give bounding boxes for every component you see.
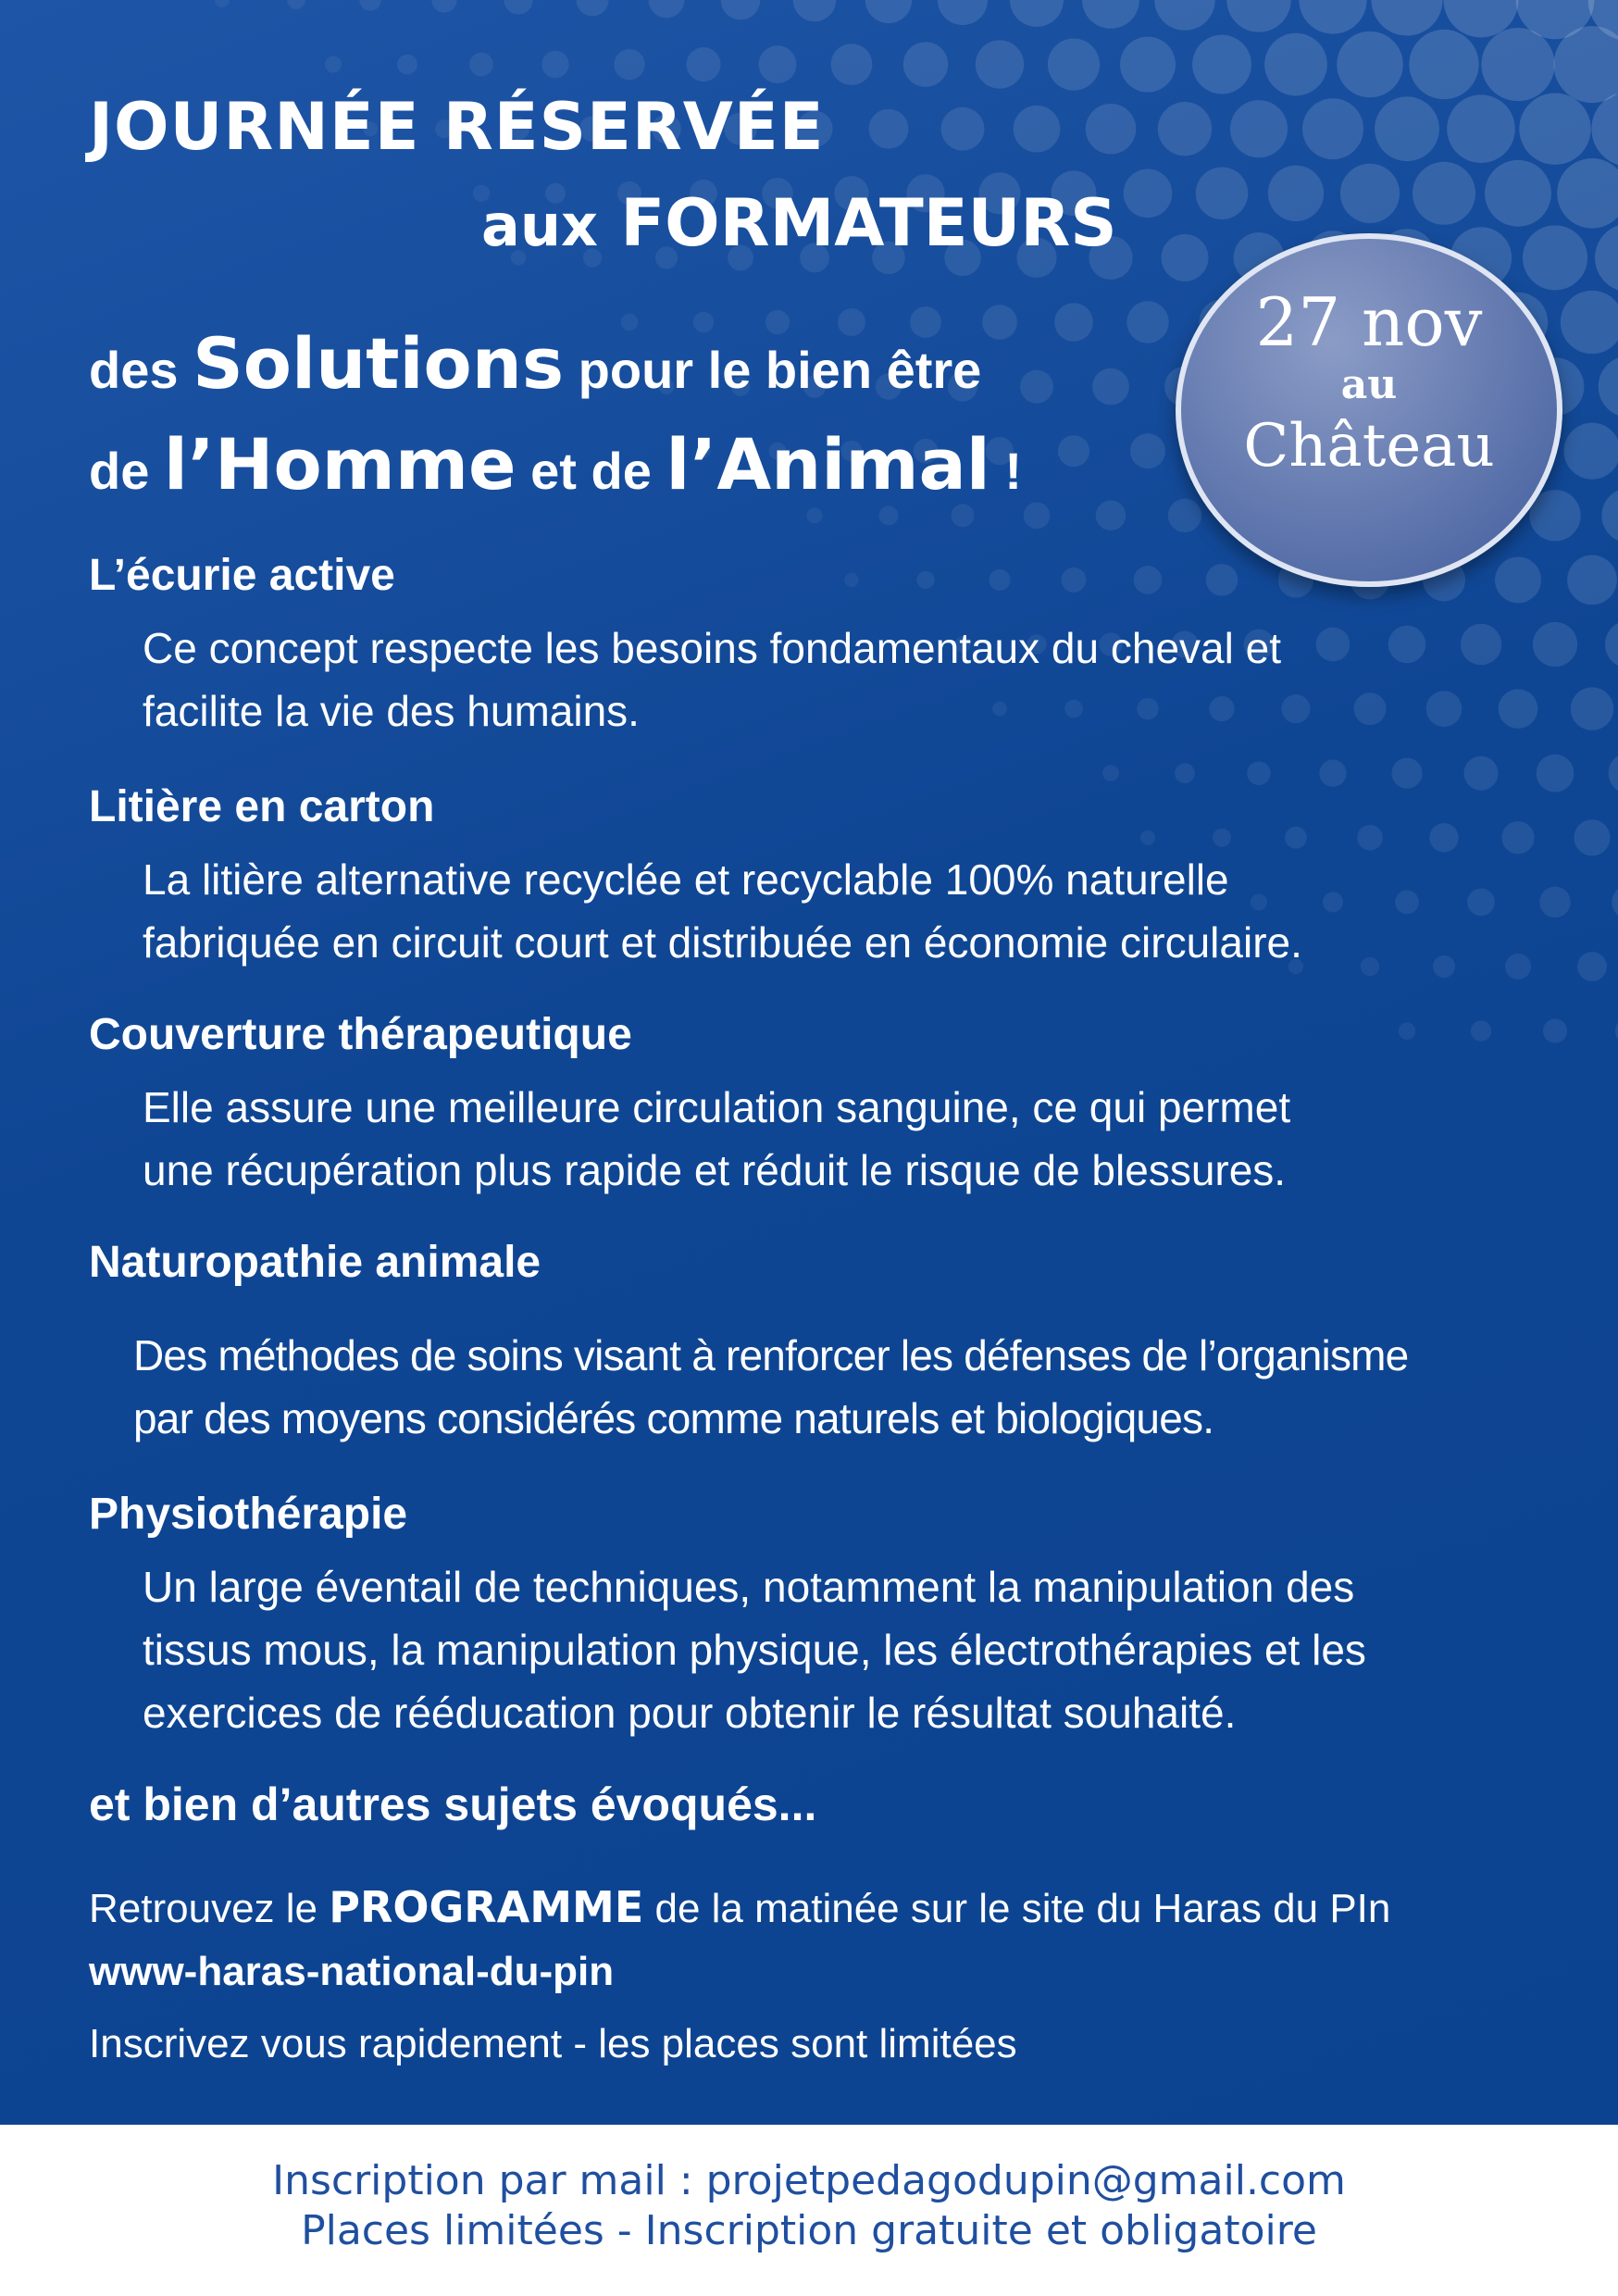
bubble xyxy=(721,0,761,19)
bubble xyxy=(359,0,381,11)
bubble xyxy=(1567,555,1617,605)
bubble xyxy=(1399,1022,1416,1040)
headline-homme: l’Homme xyxy=(163,423,517,505)
bubble xyxy=(1605,620,1618,668)
bubble xyxy=(649,0,685,18)
bubble xyxy=(1014,106,1061,153)
bubble xyxy=(1054,303,1093,342)
bubble xyxy=(793,0,836,21)
section-line: tissus mous, la manipulation physique, les électrothérapies et les xyxy=(143,1626,1366,1674)
bubble xyxy=(1413,162,1475,225)
bubble xyxy=(1024,502,1051,529)
bubble xyxy=(1357,825,1383,851)
bubble xyxy=(916,571,934,589)
bubble xyxy=(1485,160,1551,227)
bubble xyxy=(1554,26,1618,103)
bubble xyxy=(1124,168,1173,218)
bubble xyxy=(1561,291,1618,354)
bubble xyxy=(287,0,305,9)
bubble xyxy=(1168,499,1201,532)
bubble xyxy=(1058,435,1089,467)
bubble xyxy=(989,569,1010,591)
bubble xyxy=(1302,98,1363,159)
section-line: une récupération plus rapide et réduit le risque de blessures. xyxy=(143,1146,1287,1194)
bubble xyxy=(1264,33,1327,96)
bubble xyxy=(1268,166,1324,221)
headline-solutions: Solutions xyxy=(193,322,565,405)
headline-des: des xyxy=(89,341,179,399)
bubble xyxy=(903,42,949,87)
bubble xyxy=(325,56,342,73)
bubble xyxy=(1020,370,1053,404)
bubble xyxy=(1557,158,1618,229)
bubble xyxy=(1516,0,1595,39)
bubble xyxy=(1134,566,1163,594)
bubble xyxy=(1588,0,1618,41)
program-post: de la matinée sur le site du Haras du PIn xyxy=(654,1886,1391,1931)
headline-et-de: et de xyxy=(530,442,652,500)
badge-au: au xyxy=(1340,361,1398,408)
bubble xyxy=(1563,423,1618,480)
bubble xyxy=(1062,568,1087,593)
bubble xyxy=(1206,564,1238,596)
bubble xyxy=(1285,827,1307,849)
bubble xyxy=(1523,225,1587,290)
section-line: Ce concept respecte les besoins fondamentaux du cheval et xyxy=(143,624,1281,672)
bubble xyxy=(1126,301,1168,343)
bubble xyxy=(1447,94,1515,163)
section-title-couverture: Couverture thérapeutique xyxy=(89,1010,632,1059)
bubble xyxy=(1481,28,1554,101)
headline-bien-etre: pour le bien être xyxy=(578,341,982,399)
bubble xyxy=(1391,758,1422,789)
bubble xyxy=(1048,38,1100,90)
bubble xyxy=(1247,761,1270,784)
headline-line-2 xyxy=(89,418,1022,518)
section-line: Des méthodes de soins visant à renforcer les défenses de l’organisme xyxy=(133,1331,1409,1379)
bubble xyxy=(215,0,230,7)
bubble xyxy=(1010,0,1064,27)
bubble xyxy=(1162,234,1209,281)
section-text-litiere xyxy=(143,848,1559,974)
bubble xyxy=(976,40,1024,88)
section-line: par des moyens considérés comme naturels et biologiques. xyxy=(133,1394,1214,1442)
bubble xyxy=(541,51,568,78)
section-text-ecurie xyxy=(143,617,1559,742)
title-line-1: JOURNÉE RÉSERVÉE xyxy=(89,89,825,165)
footer-info-line: Places limitées - Inscription gratuite et obligatoire xyxy=(301,2207,1317,2254)
bubble xyxy=(1444,0,1519,37)
limited-places-note: Inscrivez vous rapidement - les places sont limitées xyxy=(89,2021,1017,2066)
bubble xyxy=(1591,92,1618,167)
bubble xyxy=(614,49,644,80)
bubble xyxy=(865,0,912,23)
bubble xyxy=(1595,223,1618,292)
bubble xyxy=(1130,433,1165,468)
bubble xyxy=(1543,1019,1567,1043)
bubble xyxy=(1213,829,1231,847)
bubble xyxy=(1577,952,1607,981)
bubble xyxy=(1140,830,1155,845)
bubble xyxy=(1371,0,1442,36)
bubble xyxy=(1571,687,1613,730)
bubble xyxy=(397,55,417,75)
bubble xyxy=(844,573,858,587)
bubble xyxy=(1319,760,1346,787)
section-title-naturopathie: Naturopathie animale xyxy=(89,1238,541,1287)
bubble xyxy=(1337,31,1403,98)
bubble xyxy=(469,53,493,77)
bubble xyxy=(1495,556,1541,603)
section-text-couverture xyxy=(143,1076,1559,1202)
bubble xyxy=(938,0,988,25)
bubble xyxy=(869,109,909,149)
bubble xyxy=(831,44,873,85)
program-line xyxy=(89,1879,1390,1937)
section-line: fabriquée en circuit court et distribuée en économie circulaire. xyxy=(143,918,1302,967)
footer-email-line[interactable]: Inscription par mail : projetpedagodupin@gmail.com xyxy=(272,2157,1346,2204)
bubble xyxy=(759,45,797,83)
badge-date: 27 nov xyxy=(1255,283,1483,361)
section-text-physiotherapie xyxy=(143,1555,1559,1744)
bubble xyxy=(576,0,608,17)
section-line: La litière alternative recyclée et recyclable 100% naturelle xyxy=(143,855,1229,904)
bubble xyxy=(1175,763,1195,783)
bubble xyxy=(504,0,532,15)
program-word: PROGRAMME xyxy=(329,1882,644,1932)
website-link[interactable]: www-haras-national-du-pin xyxy=(89,1949,615,1994)
section-line: facilite la vie des humains. xyxy=(143,687,640,735)
bubble xyxy=(1192,35,1251,94)
bubble xyxy=(1226,0,1290,32)
headline-line-1 xyxy=(89,322,981,412)
bubble xyxy=(1609,753,1618,794)
bubble xyxy=(1519,93,1590,164)
bubble xyxy=(1230,100,1288,157)
title-aux: aux xyxy=(481,192,598,259)
section-title-litiere: Litière en carton xyxy=(89,782,435,831)
section-line: Elle assure une meilleure circulation sanguine, ce qui permet xyxy=(143,1083,1291,1131)
badge-place: Château xyxy=(1243,412,1495,480)
bubble xyxy=(1299,0,1366,34)
bubble xyxy=(1086,104,1136,154)
headline-exclamation: ! xyxy=(1004,442,1023,500)
title-line-2 xyxy=(481,181,1117,268)
bubble xyxy=(1158,102,1212,156)
bubble xyxy=(1464,756,1499,791)
bubble xyxy=(1612,885,1618,919)
bubble xyxy=(1120,37,1176,93)
bubble xyxy=(1154,0,1215,31)
bubble xyxy=(1340,164,1400,223)
headline-de: de xyxy=(89,442,150,500)
bubble xyxy=(941,107,985,151)
headline-animal: l’Animal xyxy=(666,423,990,505)
bubble xyxy=(1096,501,1126,530)
bubble xyxy=(1102,765,1119,781)
bubble xyxy=(1599,356,1618,418)
bubble xyxy=(431,0,456,13)
bubble xyxy=(1092,368,1129,406)
section-line: Un large éventail de techniques, notamment la manipulation des xyxy=(143,1563,1355,1611)
bubble xyxy=(1537,755,1574,792)
bubble xyxy=(1409,30,1478,99)
bubble xyxy=(1375,96,1439,161)
bubble xyxy=(1574,819,1610,855)
section-text-naturopathie xyxy=(133,1324,1550,1450)
bubble xyxy=(1196,168,1249,220)
bubble xyxy=(1082,0,1139,29)
section-title-ecurie: L’écurie active xyxy=(89,551,395,600)
bubble xyxy=(1601,488,1618,543)
more-topics: et bien d’autres sujets évoqués... xyxy=(89,1778,817,1830)
bubble xyxy=(686,47,720,81)
bubble xyxy=(1471,1020,1491,1041)
program-pre: Retrouvez le xyxy=(89,1886,318,1931)
section-title-physiotherapie: Physiothérapie xyxy=(89,1490,408,1539)
bubble xyxy=(982,305,1017,340)
title-formateurs: FORMATEURS xyxy=(620,185,1117,261)
date-badge xyxy=(1176,233,1562,587)
section-line: exercices de rééducation pour obtenir le résultat souhaité. xyxy=(143,1689,1237,1737)
